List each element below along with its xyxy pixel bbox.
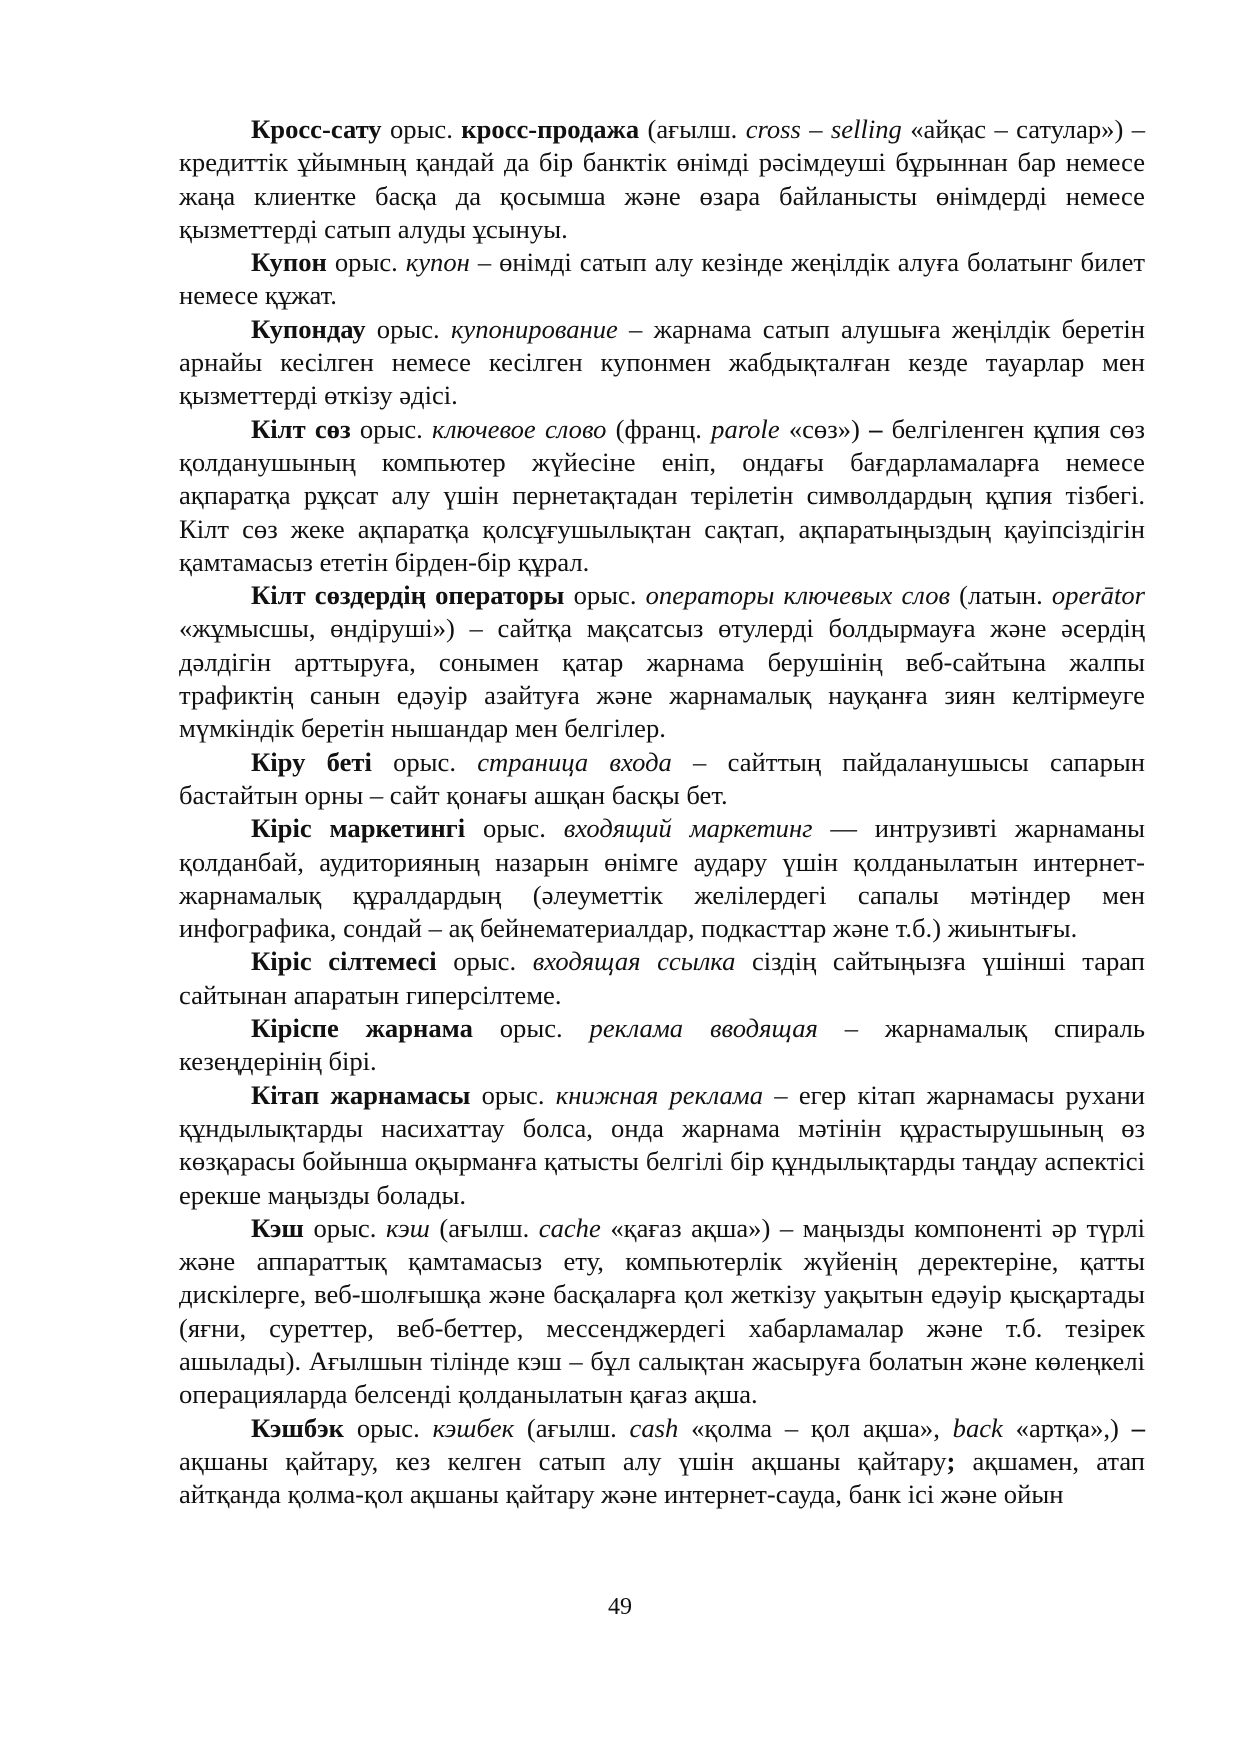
italic-phrase: parole (711, 413, 780, 444)
italic-phrase: cache (538, 1212, 601, 1243)
italic-phrase: кэшбек (432, 1412, 515, 1443)
entry-term: Кросс-сату (251, 114, 382, 144)
entry-term: Купондау (251, 313, 366, 344)
italic-phrase: ключевое слово (431, 413, 607, 444)
italic-phrase: operātor (1051, 580, 1145, 611)
glossary-entry: Кіру беті орыс. страница входа – сайттың пайдаланушысы сапарын бастайтын орны – сайт қонағы ашқан басқы бет. (179, 746, 1145, 810)
glossary-entry: Кілт сөз орыс. ключевое слово (франц. parole «сөз») – белгіленген құпия сөз қолданушының компьютер жүйесіне еніп, ондағы бағдарламаларға немесе ақпаратқа рұқсат алу үшін пернетақтадан терілетін символдардың құпия тізбегі. Кілт сөз жеке ақпаратқа қолсұғушылықтан сақтап, ақпаратыңыздың қауіпсіздігін қамтамасыз ететін бірден-бір құрал. (179, 413, 1145, 577)
entry-term: Кілт сөз (251, 413, 351, 444)
italic-phrase: купонирование (450, 313, 618, 344)
glossary-entry: Купон орыс. купон – өнімді сатып алу кезінде жеңілдік алуға болатынг билет немесе құжат. (179, 247, 1145, 311)
italic-phrase: входящая ссылка (532, 946, 736, 977)
entry-term: Кіріс сілтемесі (251, 946, 437, 977)
bold-phrase: – (1131, 1412, 1145, 1443)
entry-term: Кілт сөздердің операторы (251, 580, 565, 611)
entry-term: Кітап жарнамасы (251, 1079, 471, 1110)
italic-phrase: входящий маркетинг (563, 813, 813, 844)
italic-phrase: кэш (385, 1212, 430, 1243)
bold-phrase: кросс-продажа (461, 114, 640, 144)
italic-phrase: cash (629, 1412, 679, 1443)
glossary-entry: Кіріс сілтемесі орыс. входящая ссылка сіздің сайтыңызға үшінші тарап сайтынан апаратын гиперсілтеме. (179, 946, 1145, 1010)
entry-term: Кэш (251, 1212, 304, 1243)
entry-term: Кэшбэк (251, 1412, 344, 1443)
entry-term: Купон (251, 247, 327, 278)
italic-phrase: cross – selling (745, 114, 902, 144)
glossary-entry: Кіріспе жарнама орыс. реклама вводящая – жарнамалық спираль кезеңдерінің бірі. (179, 1013, 1146, 1077)
glossary-entry: Кітап жарнамасы орыс. книжная реклама – егер кітап жарнамасы рухани құндылықтарды насихаттау болса, онда жарнама мәтінін құрастырушының өз көзқарасы бойынша оқырманға қатысты белгілі бір құндылықтарды таңдау аспектісі ерекше маңызды болады. (179, 1079, 1146, 1210)
glossary-entry: Купондау орыс. купонирование – жарнама сатып алушыға жеңілдік беретін арнайы кесілген немесе кесілген купонмен жабдықталған кезде тауарлар мен қызметтерді өткізу әдісі. (179, 313, 1145, 411)
glossary-entry: Кросс-сату орыс. кросс-продажа (ағылш. cross – selling «айқас – сатулар») – кредиттік ұйымның қандай да бір банктік өнімді рәсімдеуші бұрыннан бар немесе жаңа клиентке басқа да қосымша және өзара байланысты өнімдерді немесе қызметтерді сатып алуды ұсынуы. (179, 114, 1145, 244)
entry-term: Кіру беті (251, 746, 372, 777)
italic-phrase: страница входа (477, 746, 672, 777)
italic-phrase: операторы ключевых слов (645, 580, 951, 611)
italic-phrase: реклама вводящая (589, 1013, 818, 1044)
entry-term: Кіріс маркетингі (251, 813, 466, 844)
italic-phrase: купон (405, 247, 470, 278)
glossary-entry: Кэш орыс. кэш (ағылш. cache «қағаз ақша») – маңызды компоненті әр түрлі және аппараттық қамтамасыз ету, компьютерлік жүйенің деректеріне, қатты дискілерге, веб-шолғышқа және басқаларға қол жеткізу уақытын едәуір қысқартады (яғни, суреттер, веб-беттер, мессенджердегі хабарламалар және т.б. тезірек ашылады). Ағылшын тілінде кэш – бұл салықтан жасыруға болатын және көлеңкелі операцияларда белсенді қолданылатын қағаз ақша. (179, 1212, 1145, 1410)
glossary-entry: Кілт сөздердің операторы орыс. операторы ключевых слов (латын. operātor «жұмысшы, өндіруші») – сайтқа мақсатсыз өтулерді болдырмауға және әсердің дәлдігін арттыруға, сонымен қатар жарнама берушінің веб-сайтына жалпы трафиктің санын едәуір азайтуға және жарнамалық науқанға зиян келтірмеуге мүмкіндік беретін нышандар мен белгілер. (179, 580, 1145, 744)
italic-phrase: back (952, 1412, 1003, 1443)
italic-phrase: книжная реклама (555, 1079, 764, 1110)
page-number: 49 (608, 1594, 632, 1620)
bold-phrase: – (869, 413, 883, 444)
entry-term: Кіріспе жарнама (251, 1013, 473, 1044)
glossary-entry: Кіріс маркетингі орыс. входящий маркетинг — интрузивті жарнаманы қолданбай, аудиторияның назарын өнімге аудару үшін қолданылатын интернет-жарнамалық құралдардың (әлеуметтік желілердегі сапалы мәтіндер мен инфографика, сондай – ақ бейнематериалдар, подкасттар және т.б.) жиынтығы. (179, 813, 1145, 944)
bold-phrase: ; (946, 1445, 956, 1476)
glossary-body (179, 113, 1145, 1511)
glossary-entry: Кэшбэк орыс. кэшбек (ағылш. cash «қолма – қол ақша», back «артқа»,) – ақшаны қайтару, кез келген сатып алу үшін ақшаны қайтару; ақшамен, атап айтқанда қолма-қол ақшаны қайтару және интернет-сауда, банк ісі және ойын (179, 1412, 1146, 1510)
